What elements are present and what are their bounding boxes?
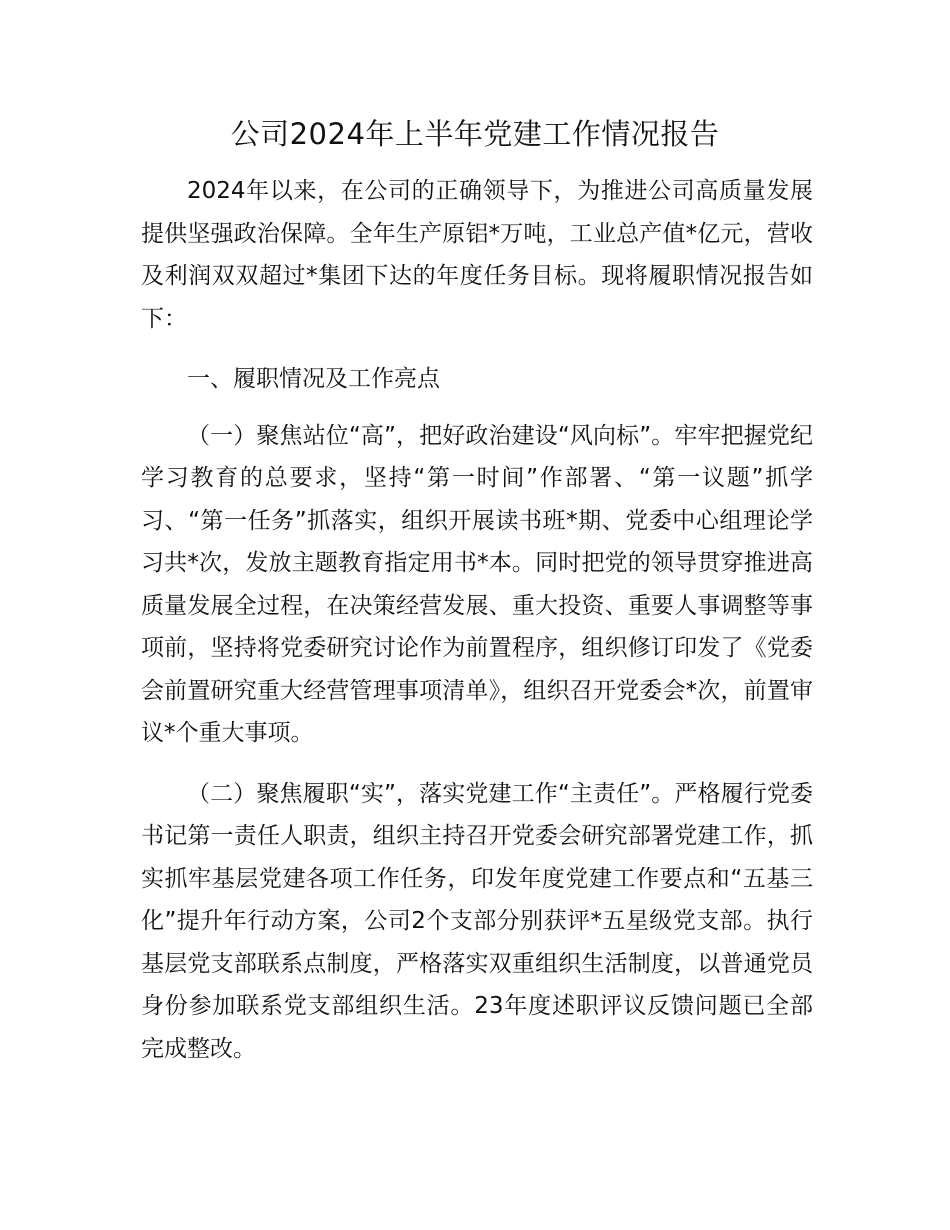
document-title: 公司2024年上半年党建工作情况报告 [230, 117, 720, 151]
subsection-2-paragraph: （二）聚焦履职“实”，落实党建工作“主责任”。严格履行党委书记第一责任人职责，组织主持召开党委会研究部署党建工作，抓实抓牢基层党建各项工作任务，印发年度党建工作要点和“五基三化”提升年行动方案，公司2个支部分别获评*五星级党支部。执行基层党支部联系点制度，严格落实双重组织生活制度，以普通党员身份参加联系党支部组织生活。23年度述职评议反馈问题已全部完成整改。 [141, 780, 813, 1062]
subsection-1-paragraph: （一）聚焦站位“高”，把好政治建设“风向标”。牢牢把握党纪学习教育的总要求，坚持“第一时间”作部署、“第一议题”抓学习、“第一任务”抓落实，组织开展读书班*期、党委中心组理论学习共*次，发放主题教育指定用书*本。同时把党的领导贯穿推进高质量发展全过程，在决策经营发展、重大投资、重要人事调整等事项前，坚持将党委研究讨论作为前置程序，组织修订印发了《党委会前置研究重大经营管理事项清单》，组织召开党委会*次，前置审议*个重大事项。 [141, 422, 813, 746]
section-heading: 一、履职情况及工作亮点 [187, 366, 440, 392]
document-body [141, 170, 813, 1088]
intro-paragraph: 2024年以来，在公司的正确领导下，为推进公司高质量发展提供坚强政治保障。全年生产原铝*万吨，工业总产值*亿元，营收及利润双双超过*集团下达的年度任务目标。现将履职情况报告如下： [141, 178, 813, 332]
